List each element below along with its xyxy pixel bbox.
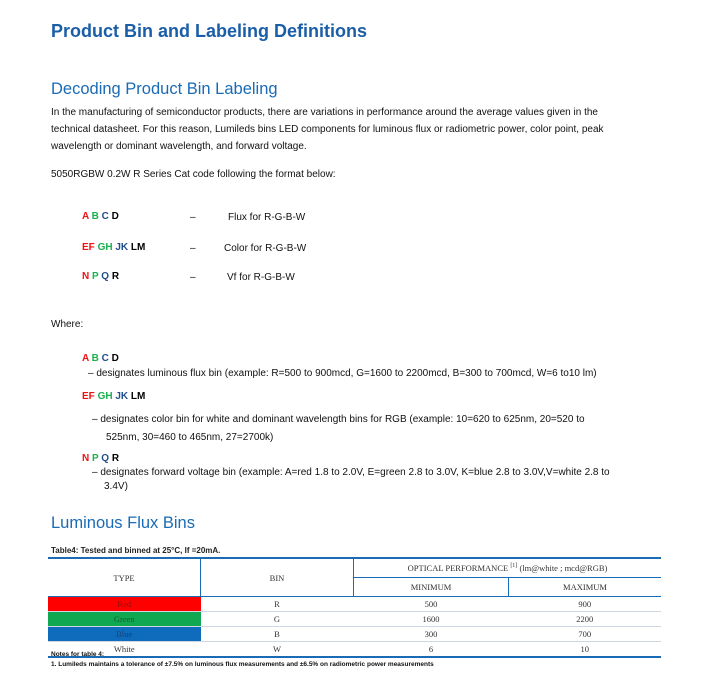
code-desc: Flux for R-G-B-W — [228, 212, 306, 223]
header-bin: BIN — [201, 558, 354, 597]
code-desc: Vf for R-G-B-W — [227, 272, 295, 283]
table-row — [48, 612, 661, 627]
table-row — [48, 597, 661, 612]
code-part: EF — [82, 391, 95, 402]
code-part: GH — [97, 242, 113, 253]
code-part: R — [111, 453, 120, 464]
header-min: MINIMUM — [354, 578, 509, 597]
code-part: B — [91, 353, 99, 364]
def-desc: 525nm, 30=460 to 465nm, 27=2700k) — [106, 432, 274, 443]
code-part: N — [82, 271, 90, 282]
flux-bins-table — [48, 557, 661, 658]
def-code-flux — [82, 353, 119, 364]
code-part: P — [92, 271, 99, 282]
code-desc: Color for R-G-B-W — [224, 243, 307, 254]
code-flux — [82, 211, 119, 222]
dash: – — [190, 212, 196, 223]
code-part: JK — [115, 391, 129, 402]
code-part: Q — [101, 453, 110, 464]
code-part: C — [101, 353, 109, 364]
table-row — [48, 627, 661, 642]
bin-cell: R — [201, 597, 354, 612]
type-cell: Green — [48, 612, 201, 627]
bin-cell: B — [201, 627, 354, 642]
header-max: MAXIMUM — [509, 578, 662, 597]
dash: – — [190, 243, 196, 254]
code-part: LM — [130, 391, 146, 402]
min-cell: 500 — [354, 597, 509, 612]
notes-title: Notes for table 4: — [51, 651, 105, 658]
code-part: B — [91, 211, 99, 222]
para-line: In the manufacturing of semiconductor products, there are variations in performance around the average values given in the — [51, 107, 598, 118]
format-line: 5050RGBW 0.2W R Series Cat code following the format below: — [51, 169, 336, 180]
para-line: technical datasheet. For this reason, Lumileds bins LED components for luminous flux or radiometric power, color point, peak — [51, 124, 604, 135]
code-part: GH — [97, 391, 113, 402]
code-part: LM — [130, 242, 146, 253]
min-cell: 6 — [354, 642, 509, 658]
type-cell: Red — [48, 597, 201, 612]
header-optical: OPTICAL PERFORMANCE [1] (lm@white ; mcd@RGB) — [354, 558, 662, 578]
def-desc: – designates forward voltage bin (example: A=red 1.8 to 2.0V, E=green 2.8 to 3.0V, K=blue 2.8 to 3.0V,V=white 2.8 to — [92, 467, 610, 478]
para-line: wavelength or dominant wavelength, and forward voltage. — [51, 141, 307, 152]
min-cell: 1600 — [354, 612, 509, 627]
dash: – — [190, 272, 196, 283]
bin-cell: W — [201, 642, 354, 658]
code-part: D — [111, 353, 119, 364]
def-desc: – designates luminous flux bin (example: R=500 to 900mcd, G=1600 to 2200mcd, B=300 to 700mcd, W=6 to10 lm) — [88, 368, 597, 379]
section-heading-decoding: Decoding Product Bin Labeling — [51, 80, 278, 98]
code-vf — [82, 271, 119, 282]
min-cell: 300 — [354, 627, 509, 642]
code-part: EF — [82, 242, 95, 253]
code-part: A — [82, 211, 89, 222]
max-cell: 10 — [509, 642, 662, 658]
code-color — [82, 242, 145, 253]
def-desc: – designates color bin for white and dominant wavelength bins for RGB (example: 10=620 to 625nm, 20=520 to — [92, 414, 585, 425]
page-title: Product Bin and Labeling Definitions — [51, 21, 368, 41]
max-cell: 2200 — [509, 612, 662, 627]
type-cell: Blue — [48, 627, 201, 642]
table-caption: Table4: Tested and binned at 25°C, If =20mA. — [51, 546, 221, 555]
code-part: R — [111, 271, 120, 282]
intro-paragraph — [51, 104, 604, 155]
max-cell: 900 — [509, 597, 662, 612]
def-code-color — [82, 391, 145, 402]
note-1: 1. Lumileds maintains a tolerance of ±7.5% on luminous flux measurements and ±6.5% on radiometric power measurements — [51, 661, 434, 668]
def-code-vf — [82, 453, 119, 464]
code-part: JK — [115, 242, 129, 253]
type-cell: White — [48, 642, 201, 658]
def-desc: 3.4V) — [104, 481, 128, 492]
code-part: P — [92, 453, 99, 464]
code-part: N — [82, 453, 90, 464]
table-row — [48, 642, 661, 658]
code-part: D — [111, 211, 119, 222]
bin-cell: G — [201, 612, 354, 627]
code-part: A — [82, 353, 89, 364]
code-part: Q — [101, 271, 110, 282]
where-label: Where: — [51, 319, 84, 330]
section-heading-flux: Luminous Flux Bins — [51, 514, 195, 532]
max-cell: 700 — [509, 627, 662, 642]
code-part: C — [101, 211, 109, 222]
header-type: TYPE — [48, 558, 201, 597]
